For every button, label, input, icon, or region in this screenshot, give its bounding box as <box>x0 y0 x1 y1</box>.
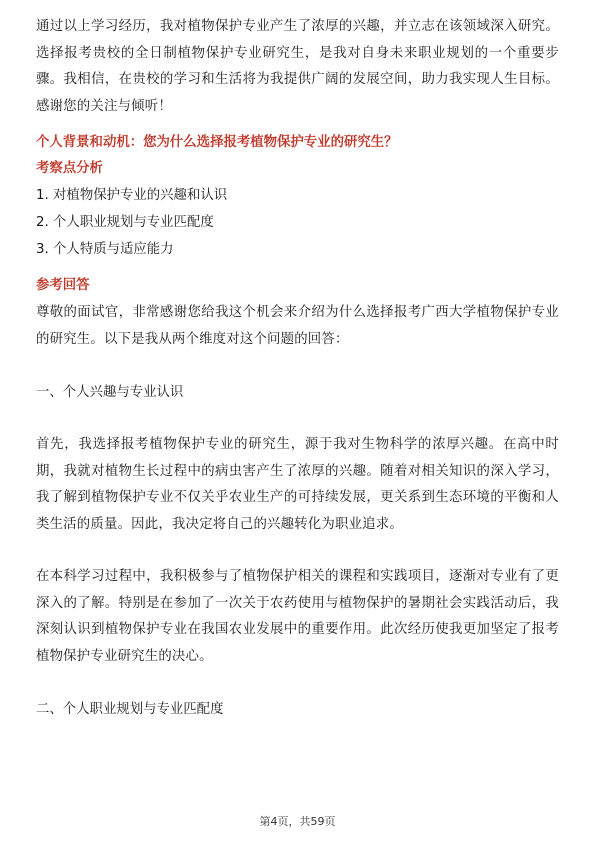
analysis-item: 3. 个人特质与适应能力 <box>36 242 174 257</box>
heading-career: 二、个人职业规划与专业匹配度 <box>36 702 224 717</box>
interview-question: 个人背景和动机：您为什么选择报考植物保护专业的研究生？ <box>36 135 398 150</box>
answer-opening: 尊敬的面试官，非常感谢您给我这个机会来介绍为什么选择报考广西大学植物保护专业的研究生。以下是我从两个维度对这个问题的回答： <box>36 305 559 347</box>
page-number: 第4页，共59页 <box>259 815 336 828</box>
answer-title: 参考回答 <box>36 278 90 293</box>
heading-interest: 一、个人兴趣与专业认识 <box>36 385 184 400</box>
analysis-title: 考察点分析 <box>36 161 103 176</box>
analysis-item: 2. 个人职业规划与专业匹配度 <box>36 215 214 230</box>
intro-paragraph: 通过以上学习经历，我对植物保护专业产生了浓厚的兴趣，并立志在该领域深入研究。选择报考贵校的全日制植物保护专业研究生，是我对自身未来职业规划的一个重要步骤。我相信，在贵校的学习和生活将为我提供广阔的发展空间，助力我实现人生目标。感谢您的关注与倾听！ <box>36 19 559 114</box>
document-page <box>36 14 559 723</box>
analysis-item: 1. 对植物保护专业的兴趣和认识 <box>36 188 228 203</box>
analysis-list <box>36 182 559 263</box>
paragraph-interest-1: 首先，我选择报考植物保护专业的研究生，源于我对生物科学的浓厚兴趣。在高中时期，我就对植物生长过程中的病虫害产生了浓厚的兴趣。随着对相关知识的深入学习，我了解到植物保护专业不仅关乎农业生产的可持续发展，更关系到生态环境的平衡和人类生活的质量。因此，我决定将自己的兴趣转化为职业追求。 <box>36 437 559 532</box>
paragraph-interest-2: 在本科学习过程中，我积极参与了植物保护相关的课程和实践项目，逐渐对专业有了更深入的了解。特别是在参加了一次关于农药使用与植物保护的暑期社会实践活动后，我深刻认识到植物保护专业在我国农业发展中的重要作用。此次经历使我更加坚定了报考植物保护专业研究生的决心。 <box>36 569 559 664</box>
